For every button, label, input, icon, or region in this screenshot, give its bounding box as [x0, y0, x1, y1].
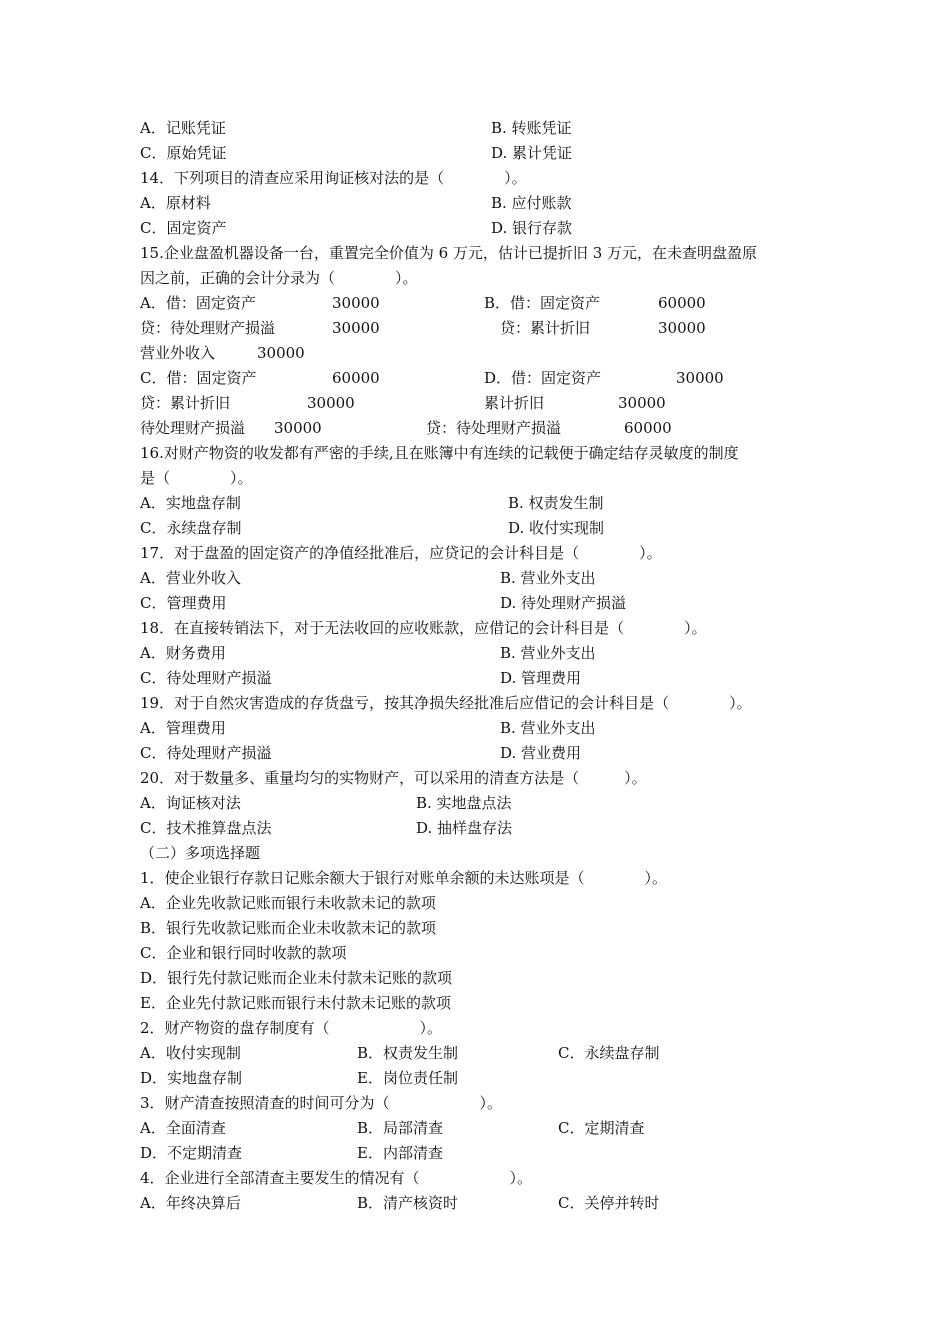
entry-c-credit: 贷：累计折旧 — [140, 394, 231, 412]
entry-a-credit-2: 营业外收入 — [140, 344, 216, 362]
option-e: E．企业先付款记账而银行未付款未记账的款项 — [140, 994, 451, 1012]
option-c: C．定期清查 — [558, 1119, 645, 1137]
entry-c-credit-amount: 30000 — [307, 394, 355, 412]
option-a: A．财务费用 — [140, 644, 226, 662]
option-d: D．银行先付款记账而企业未付款未记账的款项 — [140, 969, 453, 987]
option-b: B. 实地盘点法 — [416, 794, 512, 812]
option-a: A．营业外收入 — [140, 569, 241, 587]
entry-d-credit: 贷：待处理财产损溢 — [426, 419, 562, 437]
option-b: B. 应付账款 — [491, 194, 572, 212]
option-b: B. 营业外支出 — [500, 644, 596, 662]
entry-b-debit: B．借：固定资产 — [484, 294, 601, 312]
multi-question-2: 2．财产物资的盘存制度有（ ）。 — [140, 1019, 443, 1037]
option-a: A．全面清查 — [140, 1119, 226, 1137]
option-c: C．永续盘存制 — [140, 519, 242, 537]
entry-d-debit: D．借：固定资产 — [484, 369, 602, 387]
option-a: A．企业先收款记账而银行未收款未记的款项 — [140, 894, 436, 912]
option-d: D．不定期清查 — [140, 1144, 243, 1162]
option-c: C．待处理财产损溢 — [140, 744, 272, 762]
option-a: A．询证核对法 — [140, 794, 241, 812]
option-d: D. 抽样盘存法 — [416, 819, 513, 837]
option-c: C．原始凭证 — [140, 144, 227, 162]
entry-d-credit-amount: 60000 — [624, 419, 672, 437]
option-b: B. 转账凭证 — [491, 119, 572, 137]
entry-c-debit: C．借：固定资产 — [140, 369, 257, 387]
option-c: C．企业和银行同时收款的款项 — [140, 944, 347, 962]
entry-c-debit-amount: 60000 — [332, 369, 380, 387]
option-a: A．收付实现制 — [140, 1044, 241, 1062]
question-15-cont: 因之前，正确的会计分录为（ ）。 — [140, 269, 418, 287]
section-heading-multiple-choice: （二）多项选择题 — [140, 844, 261, 862]
multi-question-4: 4．企业进行全部清查主要发生的情况有（ ）。 — [140, 1169, 533, 1187]
question-20: 20．对于数量多、重量均匀的实物财产，可以采用的清查方法是（ ）。 — [140, 769, 647, 787]
option-e: E．岗位责任制 — [357, 1069, 458, 1087]
option-b: B. 权责发生制 — [508, 494, 604, 512]
option-b: B．权责发生制 — [357, 1044, 459, 1062]
entry-a-debit: A．借：固定资产 — [140, 294, 256, 312]
option-d: D. 营业费用 — [500, 744, 582, 762]
option-c: C．技术推算盘点法 — [140, 819, 272, 837]
option-c: C．固定资产 — [140, 219, 227, 237]
option-e: E．内部清查 — [357, 1144, 443, 1162]
entry-a-credit-2-amount: 30000 — [257, 344, 305, 362]
question-16-cont: 是（ ）。 — [140, 469, 253, 487]
entry-d-debit-2: 累计折旧 — [484, 394, 545, 412]
option-d: D. 待处理财产损溢 — [500, 594, 627, 612]
multi-question-3: 3．财产清查按照清查的时间可分为（ ）。 — [140, 1094, 503, 1112]
entry-b-credit-amount: 30000 — [658, 319, 706, 337]
entry-a-credit: 贷：待处理财产损溢 — [140, 319, 276, 337]
entry-a-credit-amount: 30000 — [332, 319, 380, 337]
entry-a-debit-amount: 30000 — [332, 294, 380, 312]
option-d: D. 累计凭证 — [491, 144, 573, 162]
option-a: A．实地盘存制 — [140, 494, 241, 512]
question-15: 15.企业盘盈机器设备一台，重置完全价值为 6 万元，估计已提折旧 3 万元，在未查明盘盈原 — [140, 244, 758, 262]
option-a: A．原材料 — [140, 194, 211, 212]
option-b: B．局部清查 — [357, 1119, 444, 1137]
option-a: A．年终决算后 — [140, 1194, 241, 1212]
option-c: C．待处理财产损溢 — [140, 669, 272, 687]
option-d: D. 银行存款 — [491, 219, 573, 237]
entry-b-credit: 贷：累计折旧 — [500, 319, 591, 337]
question-18: 18．在直接转销法下，对于无法收回的应收账款，应借记的会计科目是（ ）。 — [140, 619, 707, 637]
option-c: C．永续盘存制 — [558, 1044, 660, 1062]
entry-b-debit-amount: 60000 — [658, 294, 706, 312]
option-b: B．银行先收款记账而企业未收款未记的款项 — [140, 919, 437, 937]
entry-c-credit-2-amount: 30000 — [274, 419, 322, 437]
option-c: C．管理费用 — [140, 594, 227, 612]
option-d: D. 收付实现制 — [508, 519, 605, 537]
option-b: B．清产核资时 — [357, 1194, 459, 1212]
question-19: 19．对于自然灾害造成的存货盘亏，按其净损失经批准后应借记的会计科目是（ ）。 — [140, 694, 752, 712]
entry-d-debit-2-amount: 30000 — [618, 394, 666, 412]
option-a: A．记账凭证 — [140, 119, 226, 137]
question-17: 17．对于盘盈的固定资产的净值经批准后，应贷记的会计科目是（ ）。 — [140, 544, 662, 562]
question-16: 16.对财产物资的收发都有严密的手续,且在账簿中有连续的记载便于确定结存灵敏度的制度 — [140, 444, 739, 462]
entry-c-credit-2: 待处理财产损溢 — [140, 419, 246, 437]
question-14: 14．下列项目的清查应采用询证核对法的是（ ）。 — [140, 169, 527, 187]
option-b: B. 营业外支出 — [500, 569, 596, 587]
multi-question-1: 1．使企业银行存款日记账余额大于银行对账单余额的未达账项是（ ）。 — [140, 869, 668, 887]
option-d: D. 管理费用 — [500, 669, 582, 687]
option-d: D．实地盘存制 — [140, 1069, 243, 1087]
option-a: A．管理费用 — [140, 719, 226, 737]
entry-d-debit-amount: 30000 — [676, 369, 724, 387]
option-b: B. 营业外支出 — [500, 719, 596, 737]
option-c: C．关停并转时 — [558, 1194, 660, 1212]
